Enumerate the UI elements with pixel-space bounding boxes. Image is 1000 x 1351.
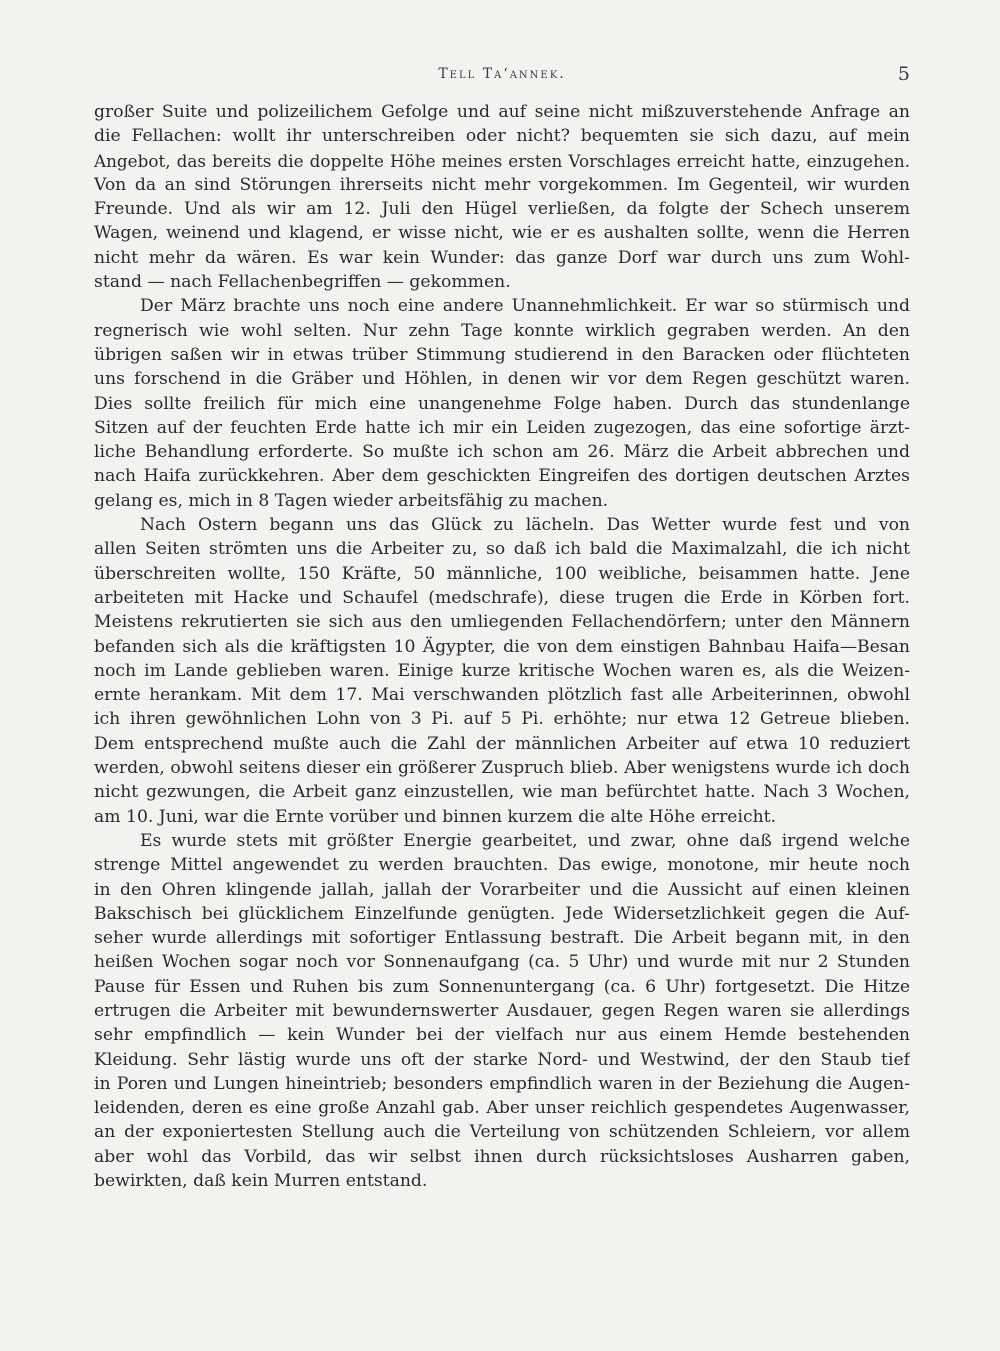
running-title: Tell Ta‘annek. (438, 66, 566, 82)
text-line: Von da an sind Störungen ihrerseits nicht mehr vorgekommen. Im Gegenteil, wir wurden (94, 174, 910, 195)
text-line: stand — nach Fellachenbegriffen — gekommen. (94, 272, 511, 293)
page-number: 5 (897, 63, 910, 85)
text-line: nicht mehr da wären. Es war kein Wunder: das ganze Dorf war durch uns zum Wohl- (94, 247, 910, 268)
text-line: ich ihren gewöhnlichen Lohn von 3 Pi. auf 5 Pi. erhöhte; nur etwa 12 Getreue blieben. (94, 709, 910, 730)
text-line: ernte herankam. Mit dem 17. Mai verschwanden plötzlich fast alle Arbeiterinnen, obwohl (94, 685, 910, 706)
text-line: Es wurde stets mit größter Energie gearbeitet, und zwar, ohne daß irgend welche (140, 830, 910, 851)
text-line: Bakschisch bei glücklichem Einzelfunde genügten. Jede Widersetzlichkeit gegen die Auf- (94, 903, 910, 924)
text-line: überschreiten wollte, 150 Kräfte, 50 männliche, 100 weibliche, beisammen hatte. Jene (94, 563, 910, 584)
text-line: die Fellachen: wollt ihr unterschreiben oder nicht? bequemten sie sich dazu, auf mein (94, 126, 910, 147)
text-line: Meistens rekrutierten sie sich aus den umliegenden Fellachendörfern; unter den Männern (94, 612, 910, 633)
text-line: großer Suite und polizeilichem Gefolge und auf seine nicht mißzuverstehende Anfrage an (94, 102, 910, 122)
text-line: übrigen saßen wir in etwas trüber Stimmung studierend in den Baracken oder flüchteten (94, 344, 910, 365)
text-line: allen Seiten strömten uns die Arbeiter zu, so daß ich bald die Maximalzahl, die ich nicht (94, 539, 910, 560)
text-line: strenge Mittel angewendet zu werden brauchten. Das ewige, monotone, mir heute noch (94, 855, 910, 876)
text-line: heißen Wochen sogar noch vor Sonnenaufgang (ca. 5 Uhr) und wurde mit nur 2 Stunden (94, 952, 910, 973)
text-line: sehr empfindlich — kein Wunder bei der vielfach nur aus einem Hemde bestehenden (94, 1025, 910, 1046)
text-line: ertrugen die Arbeiter mit bewundernswerter Ausdauer, gegen Regen waren sie allerdings (94, 1000, 910, 1021)
paragraph (94, 294, 910, 513)
text-line: arbeiteten mit Hacke und Schaufel (medschrafe), diese trugen die Erde in Körben fort. (94, 587, 910, 608)
text-line: noch im Lande geblieben waren. Einige kurze kritische Wochen waren es, als die Weizen- (94, 660, 910, 681)
paragraph (94, 513, 910, 829)
text-line: an der exponiertesten Stellung auch die Verteilung von schützenden Schleiern, vor allem (94, 1122, 910, 1143)
text-line: uns forschend in die Gräber und Höhlen, in denen wir vor dem Regen geschützt waren. (94, 369, 910, 390)
text-line: seher wurde allerdings mit sofortiger Entlassung bestraft. Die Arbeit begann mit, in den (94, 928, 910, 949)
text-line: Der März brachte uns noch eine andere Unannehmlichkeit. Er war so stürmisch und (140, 296, 910, 317)
text-line: Dem entsprechend mußte auch die Zahl der männlichen Arbeiter auf etwa 10 reduziert (94, 733, 910, 754)
text-line: in den Ohren klingende jallah, jallah der Vorarbeiter und die Aussicht auf einen kleinen (94, 879, 910, 900)
body-text (94, 100, 910, 1193)
paragraph (94, 100, 910, 294)
text-line: bewirkten, daß kein Murren entstand. (94, 1171, 428, 1192)
text-line: in Poren und Lungen hineintrieb; besonders empfindlich waren in der Beziehung die Augen- (94, 1073, 910, 1094)
text-line: liche Behandlung erforderte. So mußte ich schon am 26. März die Arbeit abbrechen und (94, 442, 910, 463)
text-line: Kleidung. Sehr lästig wurde uns oft der starke Nord- und Westwind, der den Staub tief (94, 1049, 910, 1070)
text-line: aber wohl das Vorbild, das wir selbst ihnen durch rücksichtsloses Ausharren gaben, (94, 1146, 910, 1167)
text-line: Wagen, weinend und klagend, er wisse nicht, wie er es aushalten sollte, wenn die Herren (94, 223, 910, 244)
running-head (94, 63, 910, 86)
paragraph (94, 829, 910, 1193)
text-line: Dies sollte freilich für mich eine unangenehme Folge haben. Durch das stundenlange (94, 393, 910, 414)
text-line: Freunde. Und als wir am 12. Juli den Hügel verließen, da folgte der Schech unserem (94, 199, 910, 220)
text-line: gelang es, mich in 8 Tagen wieder arbeitsfähig zu machen. (94, 490, 609, 511)
text-line: leidenden, deren es eine große Anzahl gab. Aber unser reichlich gespendetes Augenwasser, (94, 1098, 910, 1119)
text-line: werden, obwohl seitens dieser ein größerer Zuspruch blieb. Aber wenigstens wurde ich doch (94, 758, 910, 779)
text-line: Nach Ostern begann uns das Glück zu lächeln. Das Wetter wurde fest und von (140, 515, 910, 536)
text-line: nach Haifa zurückkehren. Aber dem geschickten Eingreifen des dortigen deutschen Arztes (94, 466, 910, 487)
text-line: Angebot, das bereits die doppelte Höhe meines ersten Vorschlages erreicht hatte, einzugehen. (94, 150, 910, 171)
text-line: am 10. Juni, war die Ernte vorüber und binnen kurzem die alte Höhe erreicht. (94, 806, 777, 827)
text-line: befanden sich als die kräftigsten 10 Ägypter, die von dem einstigen Bahnbau Haifa—Besan (94, 636, 910, 657)
text-line: regnerisch wie wohl selten. Nur zehn Tage konnte wirklich gegraben werden. An den (94, 320, 910, 341)
text-line: Pause für Essen und Ruhen bis zum Sonnenuntergang (ca. 6 Uhr) fortgesetzt. Die Hitze (94, 976, 910, 997)
text-line: Sitzen auf der feuchten Erde hatte ich mir ein Leiden zugezogen, das eine sofortige ärzt- (94, 417, 910, 438)
text-line: nicht gezwungen, die Arbeit ganz einzustellen, wie man befürchtet hatte. Nach 3 Wochen, (94, 782, 910, 803)
